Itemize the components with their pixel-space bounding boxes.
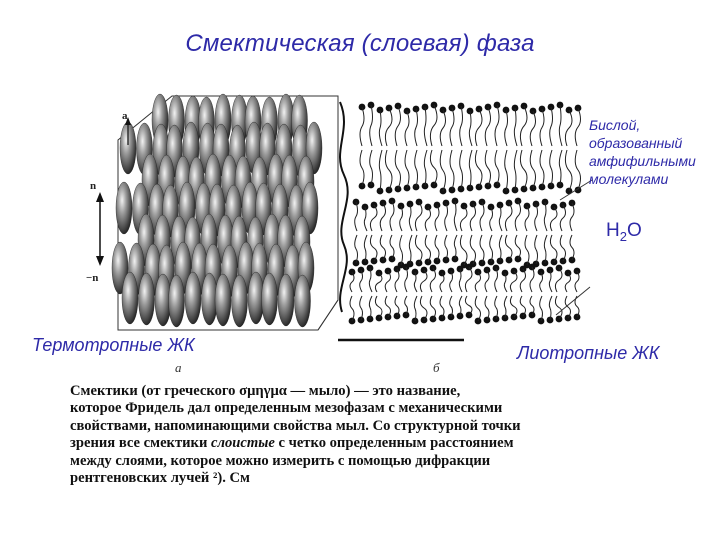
lyotropic-bilayers <box>338 102 592 340</box>
lipid-tail <box>475 150 482 187</box>
text-line: рентгеновских лучей ²). См <box>70 470 250 487</box>
lipid-tail <box>514 150 517 190</box>
lipid-tail <box>405 150 409 188</box>
molecule-ellipsoid <box>116 182 132 234</box>
axis-mark-n: n <box>90 180 97 192</box>
scanned-text-block <box>70 383 610 487</box>
lipid-tail <box>485 107 490 146</box>
lipid-tail <box>469 150 472 188</box>
lipid-tail <box>560 205 565 231</box>
lipid-tail <box>405 111 409 146</box>
lipid-tail <box>565 150 572 191</box>
lipid-tail <box>385 108 392 146</box>
lipid-tail <box>525 235 529 265</box>
lipid-tail <box>370 205 377 231</box>
lipid-tail <box>460 206 467 231</box>
axis-mark-minus-n: −n <box>86 272 99 284</box>
lipid-tail <box>379 110 382 146</box>
lipid-tail <box>550 150 553 186</box>
lipid-tail <box>495 105 499 146</box>
lipid-tail <box>520 150 527 189</box>
lipid-tail <box>480 235 484 263</box>
lipid-tail <box>460 235 467 265</box>
lipid-tail <box>369 268 372 292</box>
lipid-tail <box>559 105 562 146</box>
lipid-tail <box>415 202 422 231</box>
lipid-tail <box>555 268 562 292</box>
lipid-tail <box>454 235 457 259</box>
molecule-ellipsoids <box>112 94 322 327</box>
lipid-tail <box>460 106 463 146</box>
lipid-tail <box>454 201 457 231</box>
text-line: между слоями, которое можно измерить с помощью дифракции <box>70 452 491 469</box>
lipid-tail <box>360 296 363 320</box>
lipid-tail <box>385 150 392 190</box>
lipid-tail <box>490 207 493 231</box>
lipid-tail <box>505 110 508 146</box>
lipid-tail <box>480 202 484 231</box>
lipid-tail <box>450 108 454 146</box>
lipid-tail <box>514 108 517 146</box>
lipid-tail <box>530 267 534 292</box>
lipid-tail <box>555 296 562 319</box>
molecule-ellipsoid <box>122 272 138 324</box>
lipid-tail <box>550 207 557 231</box>
lipid-tail <box>540 150 544 187</box>
molecule-ellipsoid <box>262 273 278 325</box>
lipid-tail <box>530 111 535 146</box>
lipid-tail <box>395 106 400 146</box>
lipid-tail <box>495 296 498 319</box>
lipid-tail <box>420 296 427 320</box>
lipid-tail <box>430 296 435 319</box>
layer-wave <box>340 102 348 312</box>
molecule-ellipsoid <box>295 275 311 327</box>
lipid-tail <box>544 235 547 263</box>
molecule-ellipsoid <box>169 275 185 327</box>
lipid-tail <box>505 203 512 231</box>
lipid-tail <box>550 235 557 262</box>
lipid-tail <box>475 109 482 146</box>
lipid-tail <box>430 150 437 185</box>
lipid-tail <box>395 269 399 292</box>
lipid-tail <box>544 202 547 231</box>
lipid-tail <box>549 296 552 320</box>
lipid-tail <box>369 296 372 319</box>
caption-a: а <box>175 360 182 375</box>
bilayer-label: Бислой, образованный амфифильными молекулами <box>589 117 696 187</box>
lipid-tail <box>520 106 527 146</box>
lipid-tail <box>400 235 403 265</box>
lipid-tail <box>409 204 412 231</box>
molecule-ellipsoid <box>215 274 231 326</box>
lipid-tail <box>470 204 475 231</box>
lipid-tail <box>435 205 439 231</box>
lipid-tail <box>499 205 502 231</box>
lipid-tail <box>535 204 538 231</box>
lipid-tail <box>390 201 394 231</box>
lipid-tail <box>445 203 448 231</box>
lipid-tail <box>395 150 400 189</box>
water-formula: $H_2O$ <box>606 220 642 244</box>
lipid-tail <box>570 203 574 231</box>
text-line: свойствами, напоминающими свойства мыл. Со структурной точки <box>70 417 521 434</box>
lipid-tail <box>430 105 437 146</box>
axis-mark-a: a <box>122 110 128 122</box>
lipid-tail <box>440 150 445 191</box>
lipid-tail <box>459 269 462 292</box>
lipid-tail <box>535 235 538 264</box>
lipid-tail <box>470 235 475 264</box>
lipid-tail <box>390 235 394 259</box>
lipid-tail <box>540 109 544 146</box>
lipid-tail <box>495 268 498 292</box>
lipid-tail <box>505 235 512 260</box>
lipid-tail <box>370 150 373 185</box>
molecule-ellipsoid <box>185 272 201 324</box>
lipid-tail <box>415 235 422 263</box>
text-line: зрения все смектики слоистые с четко определенным расстоянием <box>70 435 514 452</box>
lipid-tail <box>364 207 367 231</box>
lipid-tail <box>435 235 439 261</box>
lipid-tail <box>370 105 373 146</box>
lipid-tail <box>465 267 472 292</box>
lipid-tail <box>450 150 454 190</box>
lipid-tail <box>540 296 543 321</box>
lipid-tail <box>364 235 367 262</box>
lipid-tail <box>515 201 520 231</box>
lipid-tail <box>414 296 417 321</box>
lipid-tail <box>380 235 385 260</box>
lipid-tail <box>475 296 480 321</box>
lipid-tail <box>379 150 382 191</box>
lipid-tail <box>424 107 427 146</box>
lipid-tail <box>485 150 490 186</box>
lipid-tail <box>490 235 493 262</box>
page-title: Смектическая (слоевая) фаза <box>185 30 535 57</box>
lipid-tail <box>550 107 553 146</box>
lipid-tail <box>370 235 377 261</box>
lyotropic-label: Лиотропные ЖК <box>517 343 660 363</box>
lipid-tail <box>515 235 520 259</box>
lipid-tail <box>415 109 418 146</box>
lipid-tail <box>495 150 499 185</box>
molecule-ellipsoid <box>139 273 155 325</box>
lipid-tail <box>559 150 562 185</box>
lipid-tail <box>520 269 525 292</box>
lipid-tail <box>530 150 535 188</box>
lipid-tail <box>560 235 565 261</box>
lipid-tail <box>525 206 529 231</box>
text-line: Смектики (от греческого σμηγμα — мыло) — это название, <box>70 383 461 399</box>
lipid-tail <box>445 235 448 260</box>
lipid-tail <box>485 296 489 320</box>
lipid-tail <box>350 296 354 321</box>
lipid-tail <box>565 110 572 146</box>
thermotropic-block <box>96 94 348 330</box>
molecule-ellipsoid <box>278 274 294 326</box>
caption-b: б <box>433 360 440 375</box>
lipid-tail <box>499 235 502 261</box>
lipid-tail <box>575 108 580 146</box>
lipid-tail <box>400 206 403 231</box>
lipid-tail <box>380 203 385 231</box>
lipid-tail <box>430 268 435 292</box>
lipid-tail <box>505 150 508 191</box>
thermotropic-label: Термотропные ЖК <box>32 335 195 355</box>
lipid-tail <box>355 202 358 231</box>
lipid-tail <box>415 150 418 187</box>
lipid-tail <box>469 111 472 146</box>
lipid-tail <box>440 110 445 146</box>
lipid-tail <box>360 107 364 146</box>
lipid-tail <box>409 235 412 264</box>
lipid-tail <box>460 150 463 189</box>
lipid-tail <box>425 235 430 262</box>
molecule-ellipsoid <box>232 275 248 327</box>
lipid-tail <box>425 207 430 231</box>
lipid-tail <box>424 150 427 186</box>
lipid-tail <box>360 150 364 186</box>
lipid-tail <box>355 235 358 263</box>
lipid-tail <box>570 235 574 260</box>
text-line: которое Фридель дал определенным мезофазам с механическими <box>70 400 503 417</box>
lipid-tail <box>405 267 408 292</box>
lipid-tail <box>575 150 580 190</box>
